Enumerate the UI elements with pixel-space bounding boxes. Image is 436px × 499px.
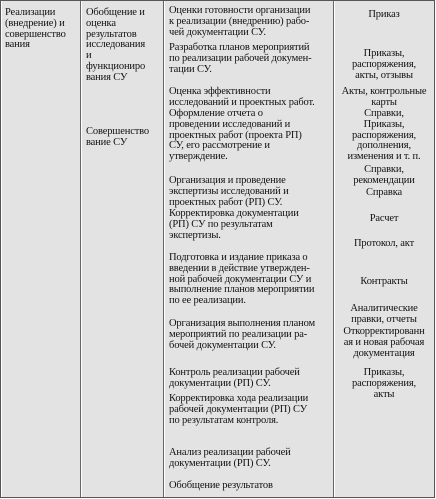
task-item: Корректировка хода реализации рабочей документации (РП) СУ по результатам контроля.	[169, 393, 309, 426]
document-item: Расчет	[369, 213, 399, 224]
document-item: Акты, контрольные карты	[341, 86, 427, 108]
document-item: Справки, Приказы, распоряжения, дополнения, изменения и т. п.	[347, 108, 421, 163]
document-item: Протокол, акт	[353, 238, 415, 249]
column-stage	[1, 1, 81, 497]
task-item: Контроль реализации рабочей документации (РП) СУ.	[169, 367, 300, 389]
task-item: Обобщение результатов	[169, 480, 273, 491]
task-item: Разработка планов мероприятий по реализации рабочей докумен- тации СУ.	[169, 42, 312, 75]
task-item: Организация выполнения планом мероприятий по реализации ра- бочей документации СУ.	[169, 318, 315, 351]
document-item: Откорректированн ая и новая рабочая документация	[343, 326, 425, 359]
task-item: Оформление отчета о проведении исследований и проектных работ (проекта РП) СУ, его рассмотрение и утверждение.	[169, 108, 302, 163]
substage-improvement: Совершенство вание СУ	[86, 126, 150, 148]
document-item: Справки, рекомендации	[353, 164, 415, 186]
document-item: Справка	[365, 187, 403, 198]
task-item: Оценки готовности организации к реализации (внедрению) рабо- чей документации СУ.	[169, 5, 311, 38]
document-item: Аналитические правки, отчеты	[350, 303, 418, 325]
document-item: Приказы, распоряжения, акты	[351, 367, 417, 400]
document-item: Контракты	[360, 276, 408, 287]
substage-evaluation: Обобщение и оценка результатов исследования и функциониро вания СУ	[86, 7, 146, 83]
task-item: Корректировка документации (РП) СУ по результатам экспертизы.	[169, 208, 299, 241]
document-item: Приказы, распоряжения, акты, отзывы	[351, 48, 417, 81]
task-item: Оценка эффективности исследований и проектных работ.	[169, 86, 315, 108]
task-item: Подготовка и издание приказа о введении в действие утвержден- ной рабочей документации СУ и выполнение планов мероприятии по ее реализации.	[169, 252, 315, 307]
task-item: Организация и проведение экспертизы исследований и проектных работ (РП) СУ.	[169, 175, 289, 208]
document-item: Приказ	[368, 9, 400, 20]
column-documents	[334, 1, 434, 497]
task-item: Анализ реализации рабочей документации (РП) СУ.	[169, 447, 291, 469]
column-tasks	[164, 1, 334, 497]
column-substage	[81, 1, 164, 497]
stage-label: Реализации (внедрение) и совершенство вания	[5, 7, 66, 51]
